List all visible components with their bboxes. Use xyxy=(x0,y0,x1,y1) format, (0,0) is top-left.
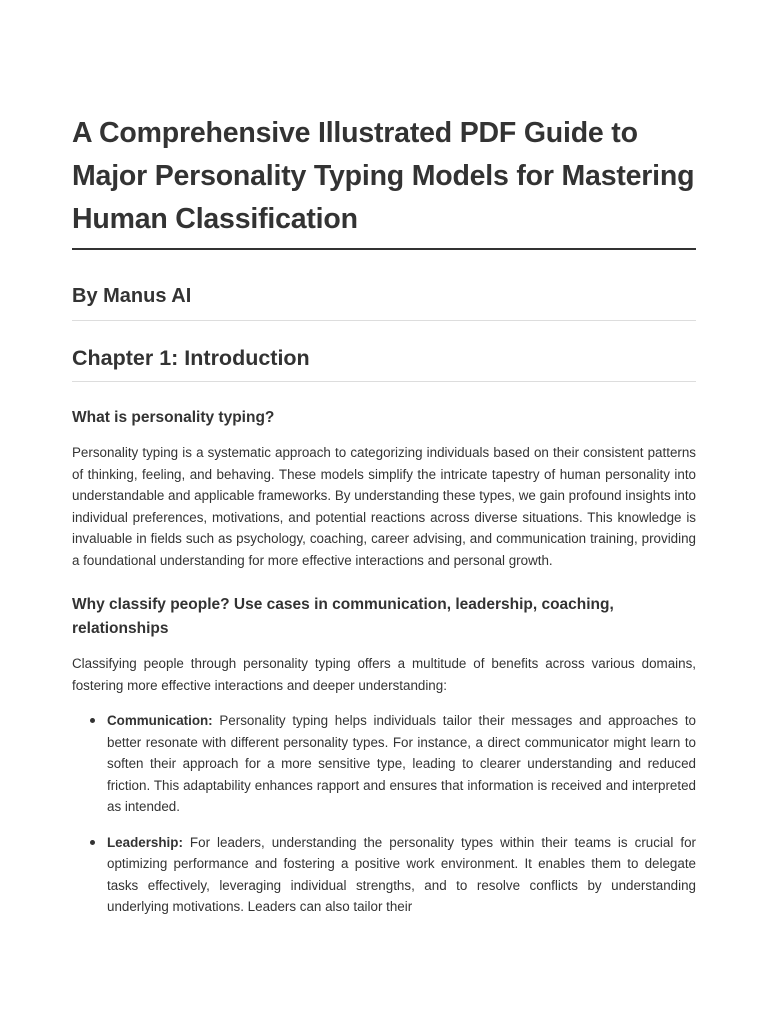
section-what-is-personality-typing xyxy=(72,406,696,571)
bullet-text: Personality typing helps individuals tailor their messages and approaches to better resonate with different personality types. For instance, a direct communicator might learn to soften their approach for a more sensitive type, leading to clearer understanding and reduced friction. This adaptability enhances rapport and ensures that information is received and interpreted as intended. xyxy=(107,713,696,814)
use-case-list xyxy=(72,710,696,918)
document-title: A Comprehensive Illustrated PDF Guide to Major Personality Typing Models for Mastering Human Classification xyxy=(72,112,696,250)
section-paragraph: Classifying people through personality typing offers a multitude of benefits across various domains, fostering more effective interactions and deeper understanding: xyxy=(72,656,696,693)
bullet-icon xyxy=(90,840,95,845)
author-byline: By Manus AI xyxy=(72,282,696,321)
list-item xyxy=(72,710,696,818)
section-heading: Why classify people? Use cases in communication, leadership, coaching, relationships xyxy=(72,596,614,637)
bullet-term: Leadership: xyxy=(107,834,183,850)
list-item xyxy=(72,832,696,918)
bullet-icon xyxy=(90,718,95,723)
section-why-classify-people xyxy=(72,593,696,918)
section-heading: What is personality typing? xyxy=(72,409,275,426)
chapter-heading: Chapter 1: Introduction xyxy=(72,343,696,382)
bullet-term: Communication: xyxy=(107,713,213,728)
section-paragraph: Personality typing is a systematic approach to categorizing individuals based on their consistent patterns of thinking, feeling, and behaving. These models simplify the intricate tapestry of human personality into understandable and applicable frameworks. By understanding these types, we gain profound insights into individual preferences, motivations, and potential reactions across diverse situations. This knowledge is invaluable in fields such as psychology, coaching, career advising, and communication training, providing a foundational understanding for more effective interactions and personal growth. xyxy=(72,445,696,568)
bullet-text: For leaders, understanding the personality types within their teams is crucial for optimizing performance and fostering a positive work environment. It enables them to delegate tasks effectively, leveraging individual strengths, and to resolve conflicts by understanding underlying motivations. Leaders can also tailor their xyxy=(107,834,696,914)
